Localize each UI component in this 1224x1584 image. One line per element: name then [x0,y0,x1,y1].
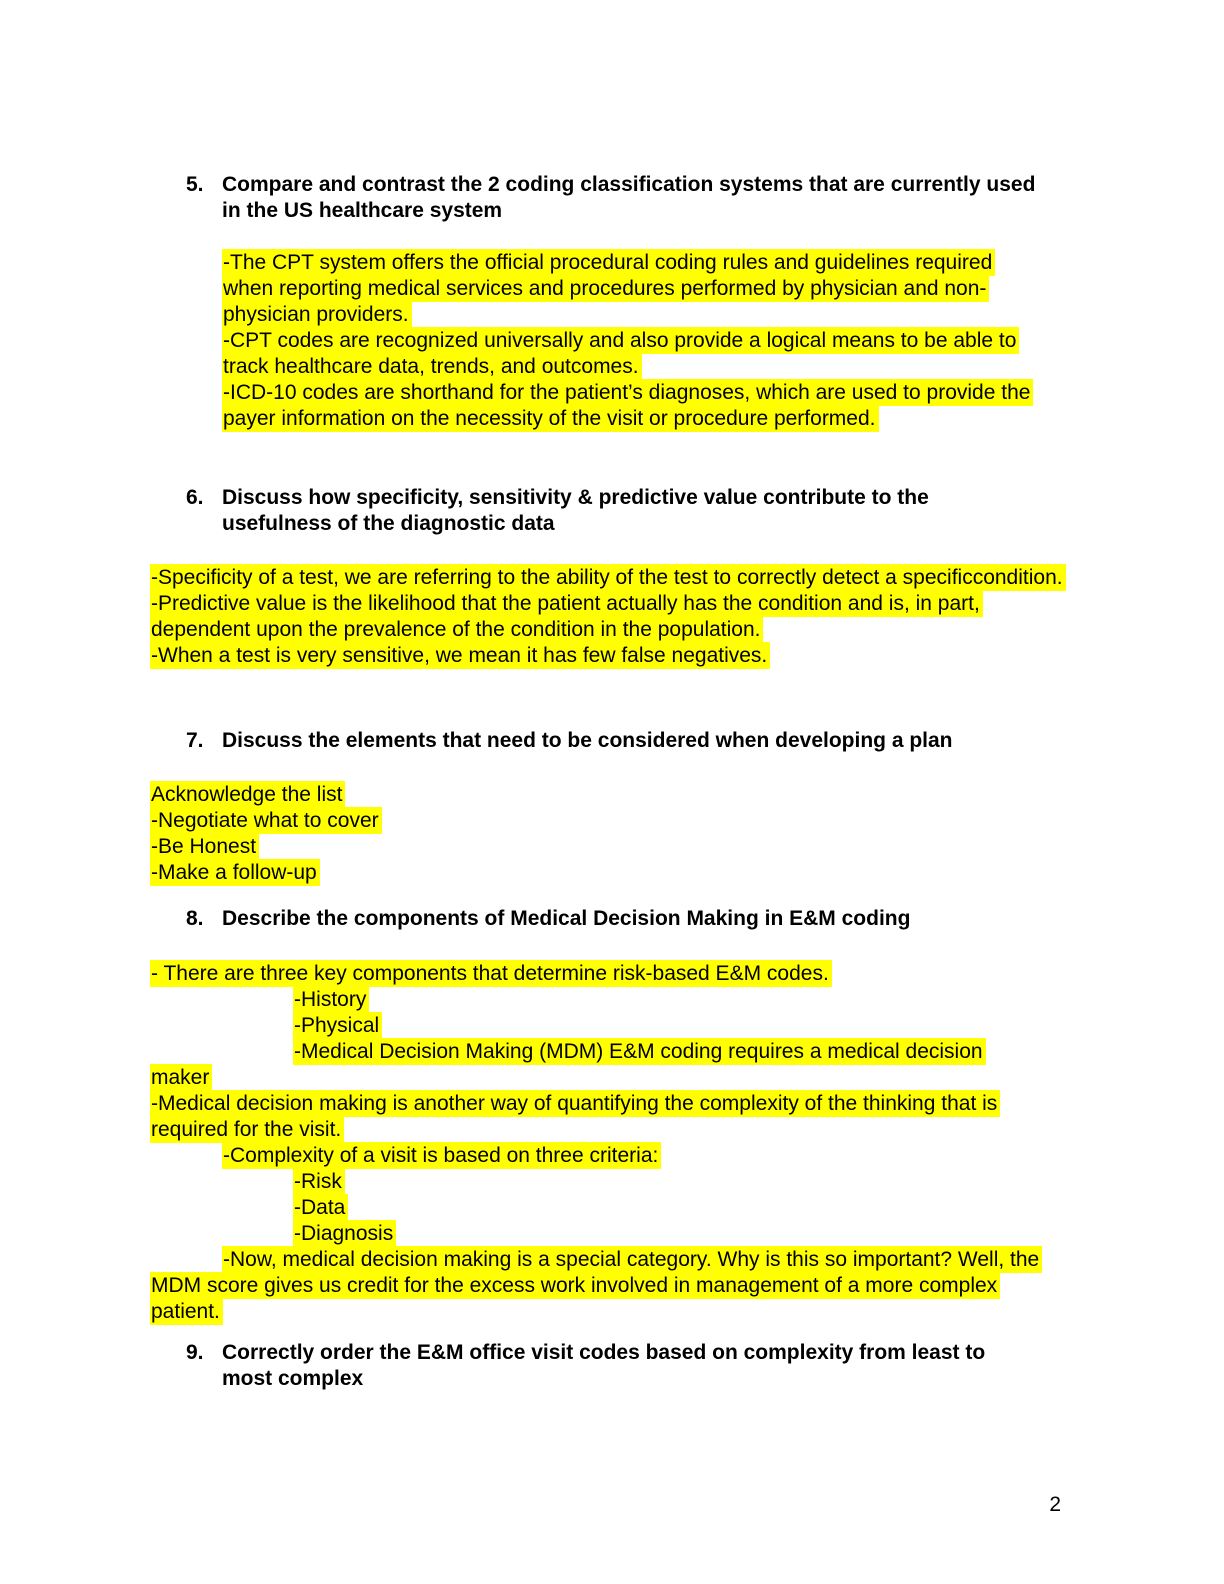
answer-line [293,1221,1074,1247]
question-6-text [222,485,929,537]
highlighted-text: -Physical [293,1012,382,1039]
question-6-heading [186,485,1074,537]
answer-line [150,808,1074,834]
question-9-text [222,1340,985,1392]
question-7-text [222,728,953,754]
question-7-section [150,728,1074,886]
question-text-line: usefulness of the diagnostic data [222,512,555,535]
answer-line [222,328,1074,354]
highlighted-text: MDM score gives us credit for the excess work involved in management of a more complex [150,1272,1000,1299]
answer-line [150,1117,1074,1143]
highlighted-text: -ICD-10 codes are shorthand for the patient’s diagnoses, which are used to provide the [222,379,1033,406]
question-5-text [222,172,1035,224]
page-number: 2 [1049,1493,1061,1516]
question-7-heading [186,728,1074,754]
answer-line [150,1065,1074,1091]
answer-line [222,354,1074,380]
highlighted-text: -Negotiate what to cover [150,807,382,834]
question-8-section [150,906,1074,1325]
question-5-number: 5. [186,173,204,196]
highlighted-text: track healthcare data, trends, and outcomes. [222,353,642,380]
question-7-answers [150,782,1074,886]
question-9-section [150,1340,1074,1392]
highlighted-text: required for the visit. [150,1116,344,1143]
question-6-number: 6. [186,486,204,509]
highlighted-text: -History [293,986,369,1013]
highlighted-text: -CPT codes are recognized universally and also provide a logical means to be able to [222,327,1019,354]
highlighted-text: maker [150,1064,212,1091]
question-8-number: 8. [186,907,204,930]
question-5-answers [150,250,1074,432]
answer-line [150,834,1074,860]
question-text-line: in the US healthcare system [222,199,503,222]
answer-line [150,643,1074,669]
question-text-line: Compare and contrast the 2 coding classification systems that are currently used [222,173,1036,196]
question-text-line: Describe the components of Medical Decision Making in E&M coding [222,907,911,930]
highlighted-text: -Specificity of a test, we are referring to the ability of the test to correctly detect a specificcondition. [150,564,1066,591]
question-text-line: Discuss how specificity, sensitivity & predictive value contribute to the [222,486,929,509]
highlighted-text: payer information on the necessity of the visit or procedure performed. [222,405,879,432]
highlighted-text: -Data [293,1194,348,1221]
answer-line [150,565,1074,591]
answer-line [150,1273,1074,1299]
answer-line [150,782,1074,808]
highlighted-text: -Medical decision making is another way of quantifying the complexity of the thinking that is [150,1090,1000,1117]
answer-line [222,250,1074,276]
question-8-answers [150,961,1074,1325]
answer-line [222,380,1074,406]
highlighted-text: patient. [150,1298,223,1325]
question-6-answers [150,565,1074,669]
question-text-line: Discuss the elements that need to be considered when developing a plan [222,729,953,752]
highlighted-text: dependent upon the prevalence of the condition in the population. [150,616,763,643]
answer-line [222,406,1074,432]
question-6-section [150,485,1074,669]
answer-line [293,1039,1074,1065]
question-7-number: 7. [186,729,204,752]
answer-line [293,1169,1074,1195]
answer-line [293,1013,1074,1039]
answer-line [150,1091,1074,1117]
highlighted-text: - There are three key components that determine risk-based E&M codes. [150,960,832,987]
answer-line [150,591,1074,617]
question-5-section [150,172,1074,432]
highlighted-text: -Diagnosis [293,1220,396,1247]
answer-line [150,617,1074,643]
question-8-text [222,906,910,932]
answer-line [150,860,1074,886]
highlighted-text: -Now, medical decision making is a special category. Why is this so important? Well, the [222,1246,1042,1273]
highlighted-text: -Predictive value is the likelihood that the patient actually has the condition and is, in part, [150,590,983,617]
answer-line [150,961,1074,987]
answer-line [293,1195,1074,1221]
highlighted-text: -The CPT system offers the official procedural coding rules and guidelines required [222,249,995,276]
question-8-heading [186,906,1074,932]
answer-line [150,1299,1074,1325]
question-9-heading [186,1340,1074,1392]
highlighted-text: Acknowledge the list [150,781,345,808]
highlighted-text: when reporting medical services and procedures performed by physician and non- [222,275,989,302]
highlighted-text: physician providers. [222,301,412,328]
highlighted-text: -Risk [293,1168,345,1195]
answer-line [222,276,1074,302]
answer-line [222,1143,1074,1169]
answer-line [222,302,1074,328]
highlighted-text: -Be Honest [150,833,259,860]
question-5-heading [186,172,1074,224]
answer-line [293,987,1074,1013]
question-text-line: most complex [222,1367,364,1390]
question-text-line: Correctly order the E&M office visit codes based on complexity from least to [222,1341,986,1364]
highlighted-text: -Complexity of a visit is based on three criteria: [222,1142,661,1169]
answer-line [222,1247,1074,1273]
question-9-number: 9. [186,1341,204,1364]
highlighted-text: -When a test is very sensitive, we mean it has few false negatives. [150,642,770,669]
highlighted-text: -Medical Decision Making (MDM) E&M coding requires a medical decision [293,1038,986,1065]
highlighted-text: -Make a follow-up [150,859,320,886]
